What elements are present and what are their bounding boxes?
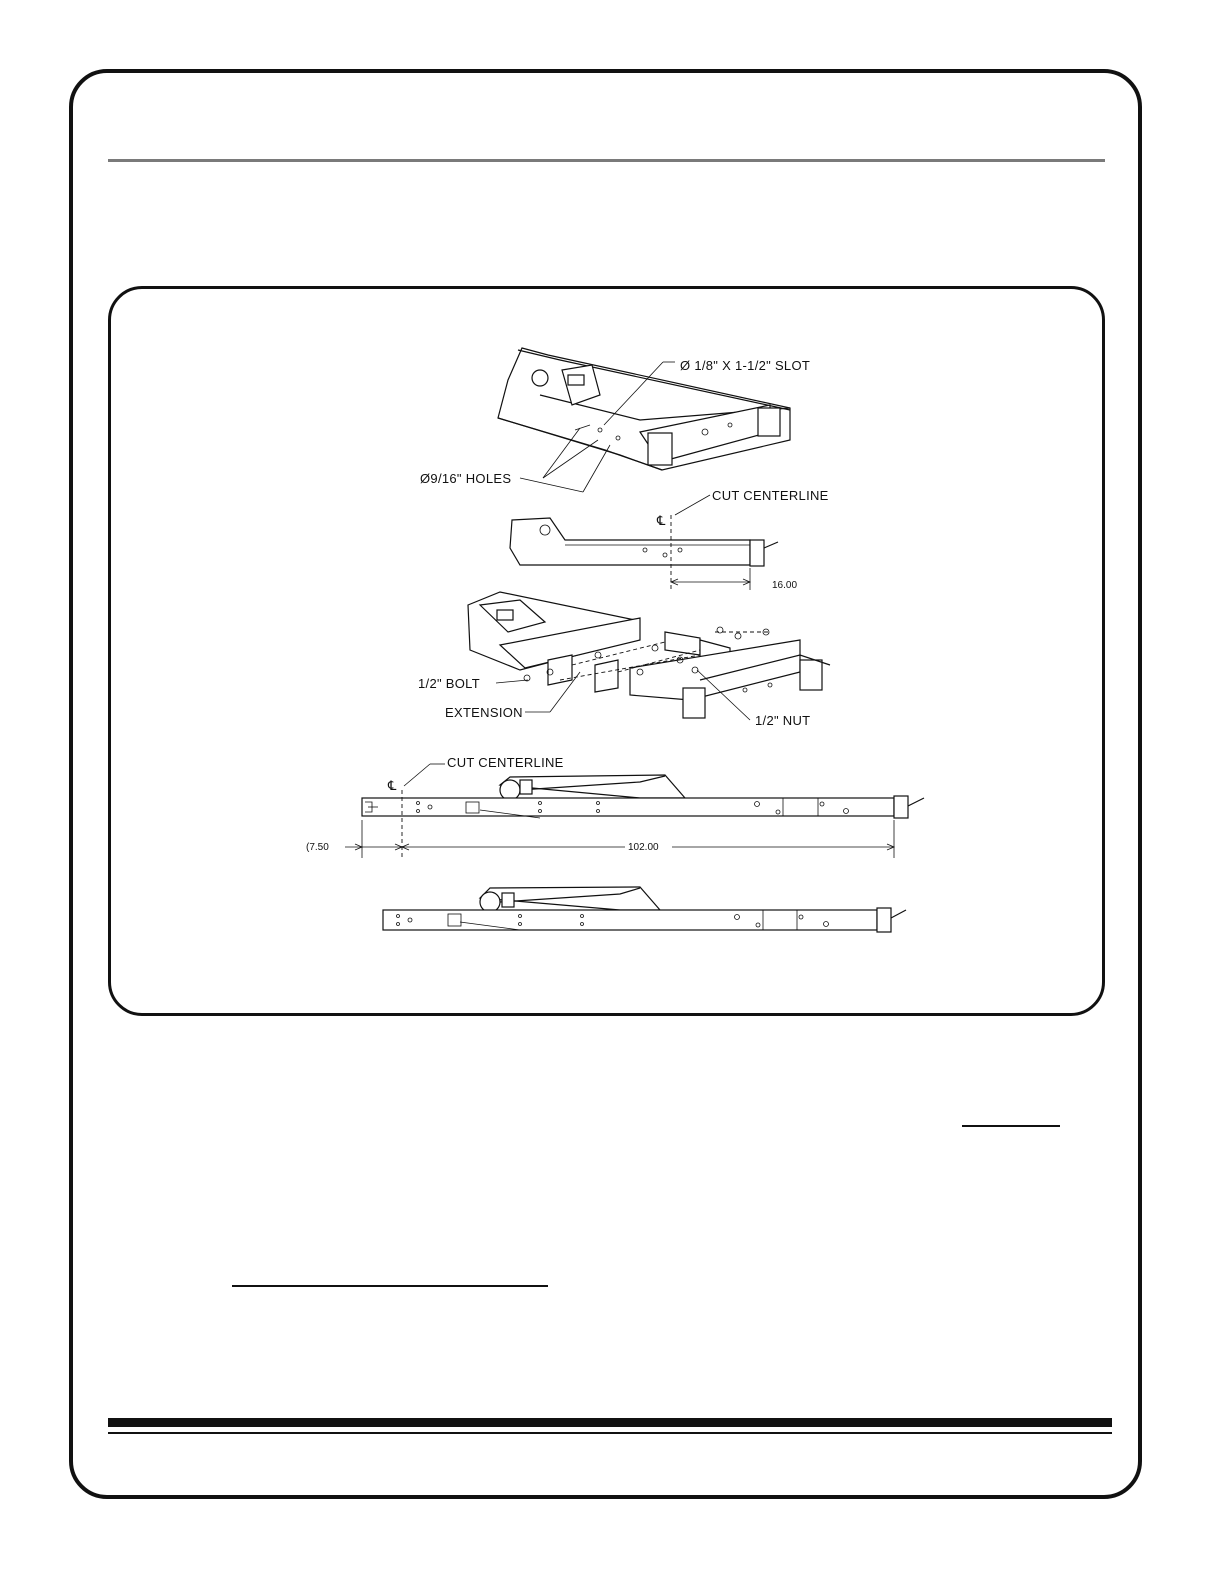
dimension-cut-offset: 16.00 xyxy=(772,580,798,591)
cut-centerline-label-1: CUT CENTERLINE xyxy=(712,488,829,503)
slot-label: Ø 1/8" X 1-1/2" SLOT xyxy=(680,358,811,373)
nut-label: 1/2" NUT xyxy=(755,713,811,728)
centerline-symbol-1: ℄ xyxy=(657,513,666,528)
isometric-frame-view xyxy=(420,348,810,492)
exploded-assembly-view xyxy=(418,592,830,728)
bolt-label: 1/2" BOLT xyxy=(418,676,480,691)
holes-label: Ø9/16" HOLES xyxy=(420,471,512,486)
dimension-overall-length: 102.00 xyxy=(628,842,659,853)
cut-centerline-label-2: CUT CENTERLINE xyxy=(447,755,564,770)
cut-side-view xyxy=(510,488,829,592)
dimension-stub-length: (7.50 xyxy=(306,842,329,853)
centerline-symbol-2: ℄ xyxy=(388,778,397,793)
shortened-side-view xyxy=(383,887,906,932)
extension-label: EXTENSION xyxy=(445,705,523,720)
full-length-side-view xyxy=(306,755,924,858)
